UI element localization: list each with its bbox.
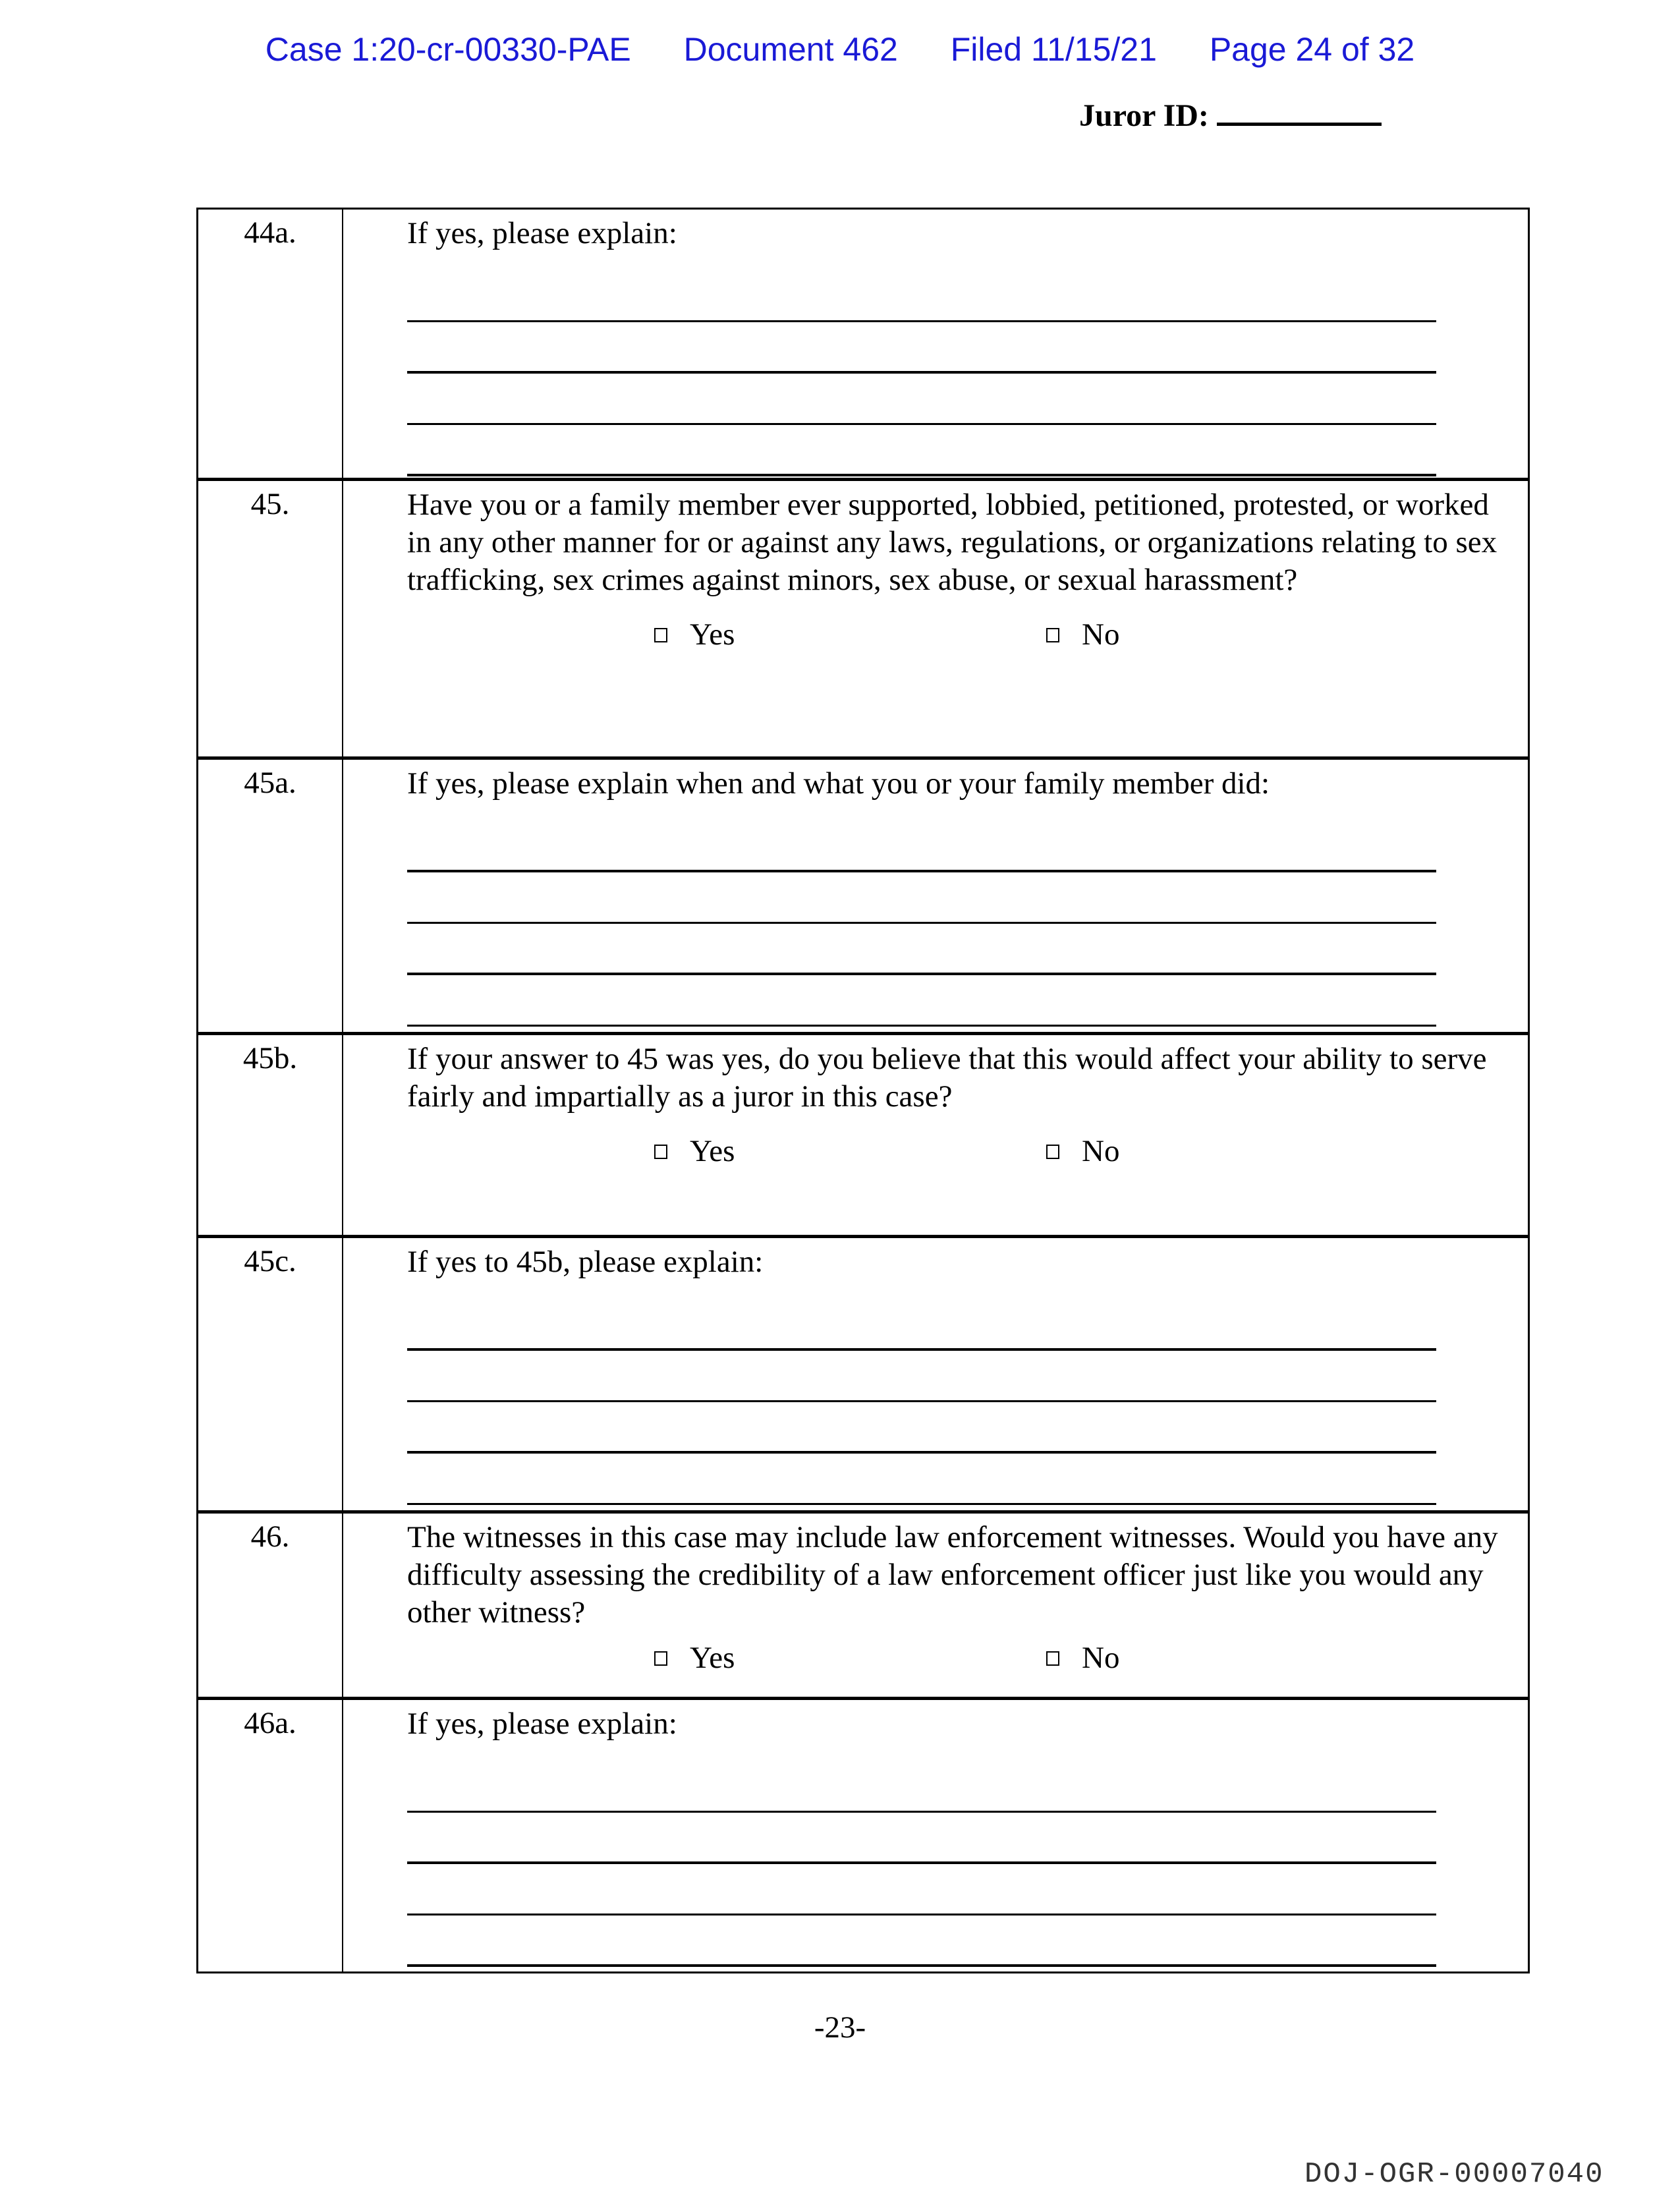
question-text: If yes, please explain when and what you or your family member did: <box>407 766 1270 801</box>
document-number: Document 462 <box>683 31 898 68</box>
juror-id-field[interactable] <box>1217 103 1382 126</box>
question-row-46a <box>198 1697 1528 1971</box>
case-number: Case 1:20-cr-00330-PAE <box>265 31 631 68</box>
question-text: Have you or a family member ever supported, lobbied, petitioned, protested, or worked in any other manner for or against any laws, regulations, or organizations relating to sex trafficking, sex crimes against minors, sex abuse, or sexual harassment? <box>407 488 1498 597</box>
answer-line[interactable] <box>407 1351 1436 1402</box>
yes-label: Yes <box>690 1134 735 1168</box>
answer-lines[interactable] <box>407 1761 1513 1967</box>
answer-line[interactable] <box>407 1299 1436 1351</box>
yes-no-options <box>407 616 1513 654</box>
checkbox-icon[interactable] <box>1046 628 1059 642</box>
question-row-45 <box>198 478 1528 756</box>
question-number: 44a. <box>198 210 343 478</box>
juror-id-label: Juror ID: <box>1079 98 1209 133</box>
answer-line[interactable] <box>407 1402 1436 1454</box>
checkbox-icon[interactable] <box>654 1651 667 1666</box>
question-text: If yes, please explain: <box>407 216 677 250</box>
answer-line[interactable] <box>407 1761 1436 1813</box>
answer-line[interactable] <box>407 924 1436 975</box>
question-text: The witnesses in this case may include law enforcement witnesses. Would you have any difficulty assessing the credibility of a law enforcement officer just like you would any other witness? <box>407 1520 1498 1630</box>
answer-line[interactable] <box>407 975 1436 1027</box>
answer-line[interactable] <box>407 872 1436 924</box>
no-option[interactable] <box>1046 1133 1438 1170</box>
question-row-45c <box>198 1235 1528 1510</box>
no-option[interactable] <box>1046 1639 1438 1677</box>
question-row-46 <box>198 1510 1528 1697</box>
question-text: If yes, please explain: <box>407 1707 677 1741</box>
no-label: No <box>1082 1641 1120 1675</box>
answer-line[interactable] <box>407 271 1436 322</box>
yes-no-options <box>407 1133 1513 1170</box>
yes-option[interactable] <box>654 1639 1046 1677</box>
answer-line[interactable] <box>407 374 1436 425</box>
yes-label: Yes <box>690 1641 735 1675</box>
yes-option[interactable] <box>654 616 1046 654</box>
ecf-header <box>0 30 1680 69</box>
question-row-45a <box>198 756 1528 1032</box>
no-label: No <box>1082 1134 1120 1168</box>
question-row-44a <box>198 210 1528 478</box>
question-number: 46. <box>198 1514 343 1697</box>
question-number: 45a. <box>198 760 343 1032</box>
question-number: 45b. <box>198 1035 343 1235</box>
checkbox-icon[interactable] <box>654 628 667 642</box>
yes-label: Yes <box>690 617 735 652</box>
checkbox-icon[interactable] <box>654 1145 667 1159</box>
no-option[interactable] <box>1046 616 1438 654</box>
answer-line[interactable] <box>407 1864 1436 1915</box>
juror-id <box>1079 98 1382 134</box>
question-number: 45. <box>198 481 343 756</box>
question-text: If yes to 45b, please explain: <box>407 1245 764 1279</box>
question-number: 45c. <box>198 1238 343 1510</box>
page-indicator: Page 24 of 32 <box>1209 31 1415 68</box>
filed-date: Filed 11/15/21 <box>950 31 1157 68</box>
question-number: 46a. <box>198 1700 343 1971</box>
answer-lines[interactable] <box>407 271 1513 476</box>
answer-line[interactable] <box>407 322 1436 374</box>
question-text: If your answer to 45 was yes, do you believe that this would affect your ability to serve fairly and impartially as a juror in this case? <box>407 1042 1487 1114</box>
yes-no-options <box>407 1639 1513 1677</box>
answer-line[interactable] <box>407 425 1436 476</box>
answer-line[interactable] <box>407 821 1436 872</box>
answer-lines[interactable] <box>407 1299 1513 1505</box>
questionnaire-table <box>196 208 1530 1973</box>
question-row-45b <box>198 1032 1528 1235</box>
page-number: -23- <box>814 2010 866 2045</box>
answer-line[interactable] <box>407 1813 1436 1864</box>
no-label: No <box>1082 617 1120 652</box>
bates-number: DOJ-OGR-00007040 <box>1304 2158 1604 2191</box>
answer-line[interactable] <box>407 1454 1436 1505</box>
answer-line[interactable] <box>407 1915 1436 1967</box>
yes-option[interactable] <box>654 1133 1046 1170</box>
answer-lines[interactable] <box>407 821 1513 1027</box>
checkbox-icon[interactable] <box>1046 1145 1059 1159</box>
checkbox-icon[interactable] <box>1046 1651 1059 1666</box>
